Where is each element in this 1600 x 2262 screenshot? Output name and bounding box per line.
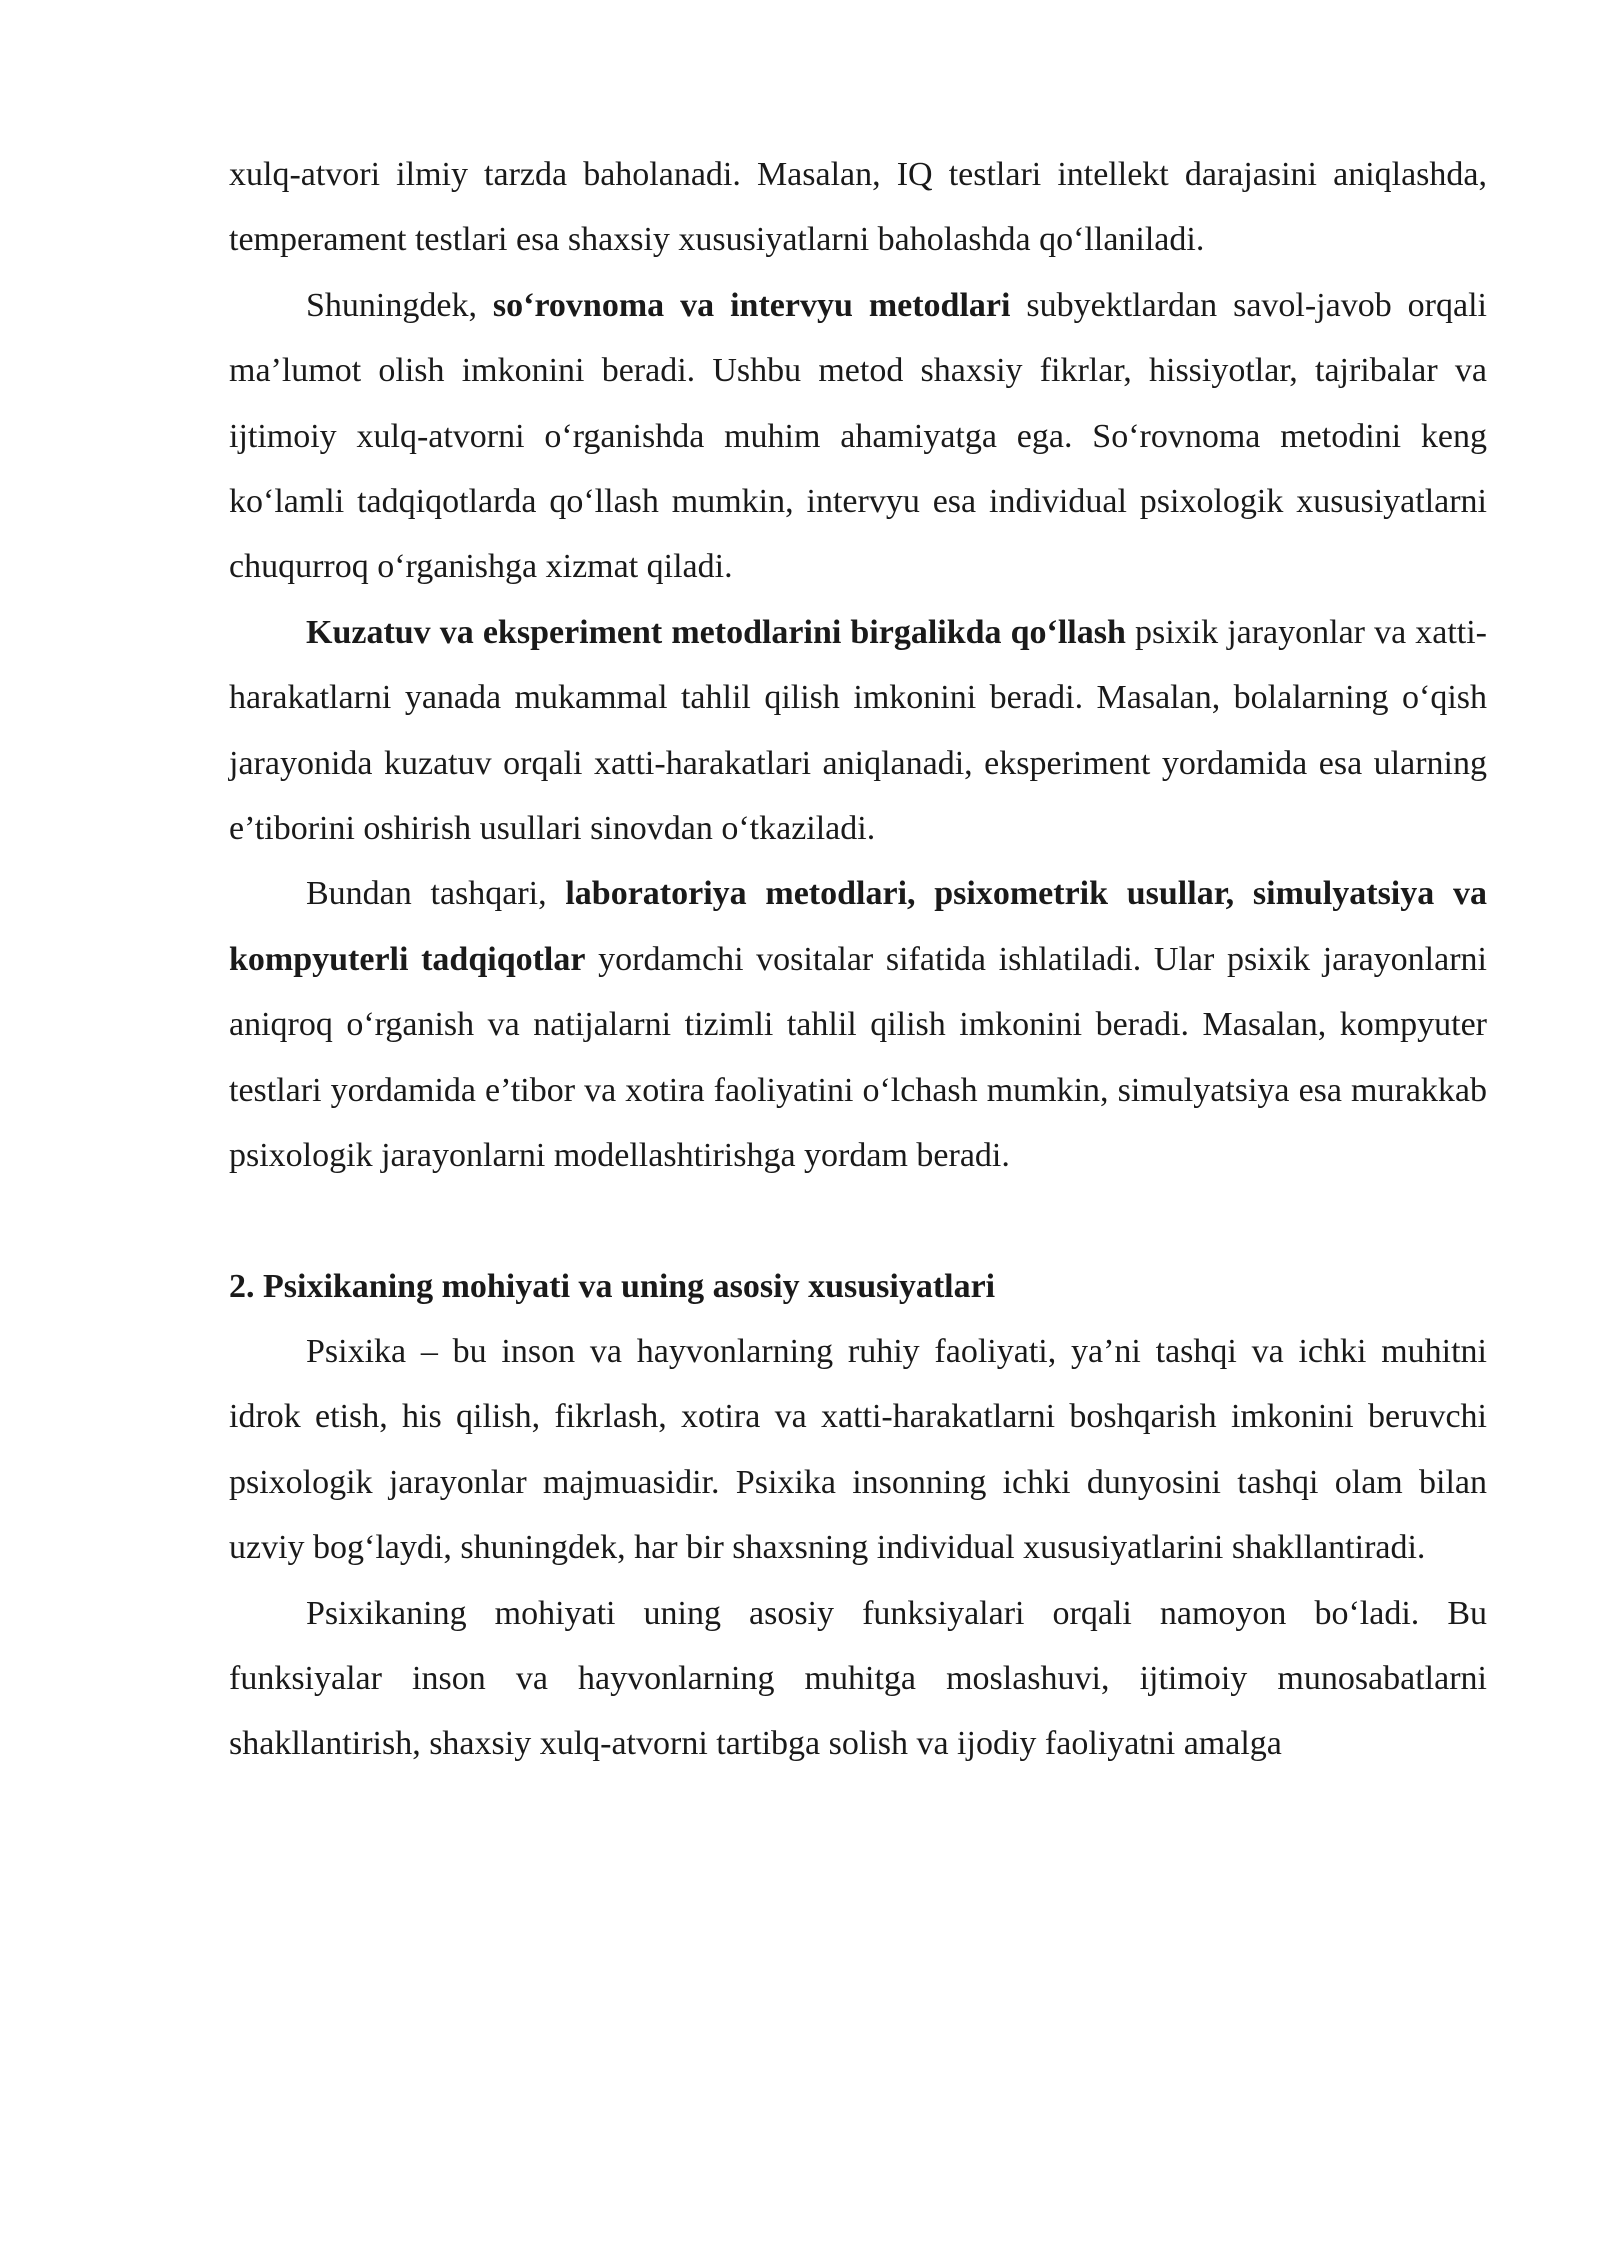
paragraph-text: xulq-atvori ilmiy tarzda baholanadi. Masalan, IQ testlari intellekt darajasini aniqlashda, temperament testlari esa shaxsiy xususiyatlarni baholashda qo‘llaniladi. [229,156,1487,259]
paragraph-psyche-essence [229,1581,1487,1777]
paragraph-laboratory-methods [229,861,1487,1188]
paragraph-text: subyektlardan savol-javob orqali ma’lumot olish imkonini beradi. Ushbu metod shaxsiy fikrlar, hissiyotlar, tajribalar va ijtimoiy xulq-atvorni o‘rganishda muhim ahamiyatga ega. So‘rovnoma metodini keng ko‘lamli tadqiqotlarda qo‘llash mumkin, intervyu esa individual psixologik xususiyatlarni chuqurroq o‘rganishga xizmat qiladi. [229,286,1487,586]
paragraph-text: yordamchi vositalar sifatida ishlatiladi. Ular psixik jarayonlarni aniqroq o‘rganish va natijalarni tizimli tahlil qilish imkonini beradi. Masalan, kompyuter testlari yordamida e’tibor va xotira faoliyatini o‘lchash mumkin, simulyatsiya esa murakkab psixologik jarayonlarni modellashtirishga yordam beradi. [229,940,1487,1175]
paragraph-continuation [229,142,1487,273]
paragraph-observation-experiment [229,600,1487,862]
bold-term: laboratoriya metodlari, psixometrik usullar, simulyatsiya va kompyuterli tadqiqotlar [229,875,1487,978]
bold-term: Kuzatuv va eksperiment metodlarini birgalikda qo‘llash [306,613,1126,651]
paragraph-survey-methods [229,273,1487,600]
document-page [229,142,1487,1777]
paragraph-text: Bundan tashqari, [306,875,566,913]
paragraph-text: psixik jarayonlar va xatti-harakatlarni yanada mukammal tahlil qilish imkonini beradi. Masalan, bolalarning o‘qish jarayonida kuzatuv orqali xatti-harakatlari aniqlanadi, eksperiment yordamida esa ularning e’tiborini oshirish usullari sinovdan o‘tkaziladi. [229,613,1488,848]
paragraph-text: Shuningdek, [306,286,493,324]
bold-term: so‘rovnoma va intervyu metodlari [492,286,1011,324]
paragraph-text: Psixika – bu inson va hayvonlarning ruhiy faoliyati, ya’ni tashqi va ichki muhitni idrok etish, his qilish, fikrlash, xotira va xatti-harakatlarni boshqarish imkonini beruvchi psixologik jarayonlar majmuasidir. Psixika insonning ichki dunyosini tashqi olam bilan uzviy bog‘laydi, shuningdek, har bir shaxsning individual xususiyatlarini shakllantiradi. [229,1332,1487,1567]
paragraph-psyche-definition [229,1319,1487,1581]
section-heading: 2. Psixikaning mohiyati va uning asosiy xususiyatlari [229,1267,996,1305]
paragraph-text: Psixikaning mohiyati uning asosiy funksiyalari orqali namoyon bo‘ladi. Bu funksiyalar inson va hayvonlarning muhitga moslashuvi, ijtimoiy munosabatlarni shakllantirish, shaxsiy xulq-atvorni tartibga solish va ijodiy faoliyatni amalga [229,1594,1487,1763]
